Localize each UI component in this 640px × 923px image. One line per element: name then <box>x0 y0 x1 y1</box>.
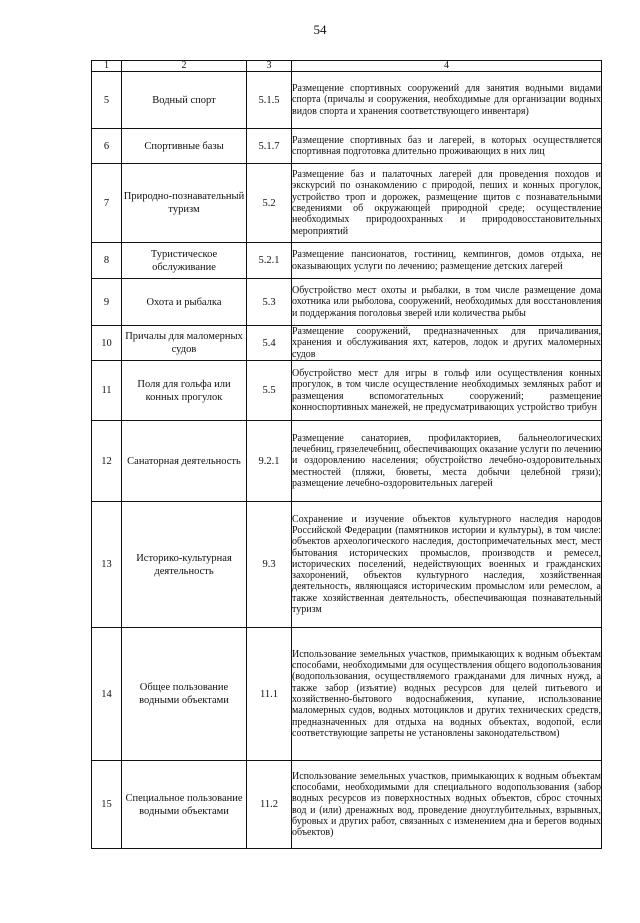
row-name: Спортивные базы <box>122 129 247 164</box>
row-number: 7 <box>92 164 122 243</box>
row-description: Сохранение и изучение объектов культурного наследия народов Российской Федерации (памятников истории и культуры), в том числе: объектов археологического наследия, достопримечательных мест, мест бытования исторических промыслов, производств и ремесел, исторических поселений, недействующих военных и гражданских захоронений, объектов культурного наследия, хозяйственная деятельность, являющаяся историческим промыслом или ремеслом, а также хозяйственная деятельность, обеспечивающая познавательный туризм <box>292 502 602 628</box>
header-row <box>92 61 602 72</box>
table-row <box>92 326 602 361</box>
row-name: Общее пользование водными объектами <box>122 628 247 761</box>
table-row <box>92 421 602 502</box>
row-name: Специальное пользование водными объектами <box>122 761 247 849</box>
row-description: Использование земельных участков, примыкающих к водным объектам способами, необходимыми для осуществления общего водопользования (водопользования, осуществляемого гражданами для личных нужд, а также забор (изъятие) водных ресурсов для целей питьевого и хозяйственно-бытового водоснабжения, купание, использование маломерных судов, водных мотоциклов и других технических средств, предназначенных для отдыха на водных объектах, водопой, если соответствующие запреты не установлены законодательством) <box>292 628 602 761</box>
row-name: Причалы для маломерных судов <box>122 326 247 361</box>
table-row <box>92 761 602 849</box>
table-row <box>92 628 602 761</box>
row-code: 5.1.5 <box>247 72 292 129</box>
row-code: 9.3 <box>247 502 292 628</box>
table-row <box>92 361 602 421</box>
row-name: Историко-культурная деятельность <box>122 502 247 628</box>
row-code: 11.2 <box>247 761 292 849</box>
row-description: Размещение баз и палаточных лагерей для проведения походов и экскурсий по ознакомлению с природой, пеших и конных прогулок, устройство троп и дорожек, размещение щитов с познавательными сведениями об окружающей природной среде; осуществление необходимых природоохранных и природовосстановительных мероприятий <box>292 164 602 243</box>
row-number: 6 <box>92 129 122 164</box>
row-number: 13 <box>92 502 122 628</box>
row-code: 5.5 <box>247 361 292 421</box>
row-code: 5.1.7 <box>247 129 292 164</box>
table-row <box>92 279 602 326</box>
header-col-4: 4 <box>292 61 602 72</box>
table-row <box>92 72 602 129</box>
row-name: Природно-познавательный туризм <box>122 164 247 243</box>
row-number: 12 <box>92 421 122 502</box>
table-row <box>92 129 602 164</box>
row-name: Поля для гольфа или конных прогулок <box>122 361 247 421</box>
row-code: 9.2.1 <box>247 421 292 502</box>
row-name: Водный спорт <box>122 72 247 129</box>
header-col-1: 1 <box>92 61 122 72</box>
row-number: 10 <box>92 326 122 361</box>
row-description: Использование земельных участков, примыкающих к водным объектам способами, необходимыми для специального водопользования (забор водных ресурсов из поверхностных водных объектов, сброс сточных вод и (или) дренажных вод, проведение дноуглубительных, взрывных, буровых и других работ, связанных с изменением дна и берегов водных объектов) <box>292 761 602 849</box>
row-code: 5.2.1 <box>247 243 292 279</box>
row-name: Охота и рыбалка <box>122 279 247 326</box>
row-number: 8 <box>92 243 122 279</box>
row-description: Размещение пансионатов, гостиниц, кемпингов, домов отдыха, не оказывающих услуги по лечению; размещение детских лагерей <box>292 243 602 279</box>
row-number: 15 <box>92 761 122 849</box>
row-description: Размещение спортивных баз и лагерей, в которых осуществляется спортивная подготовка длительно проживающих в них лиц <box>292 129 602 164</box>
table-row <box>92 243 602 279</box>
table-row <box>92 502 602 628</box>
row-code: 11.1 <box>247 628 292 761</box>
row-number: 9 <box>92 279 122 326</box>
header-col-3: 3 <box>247 61 292 72</box>
row-name: Туристическое обслуживание <box>122 243 247 279</box>
row-code: 5.4 <box>247 326 292 361</box>
row-description: Размещение спортивных сооружений для занятия водными видами спорта (причалы и сооружения, необходимые для организации водных видов спорта и хранения соответствующего инвентаря) <box>292 72 602 129</box>
row-description: Обустройство мест охоты и рыбалки, в том числе размещение дома охотника или рыболова, сооружений, необходимых для восстановления и поддержания поголовья зверей или количества рыбы <box>292 279 602 326</box>
row-code: 5.3 <box>247 279 292 326</box>
row-number: 5 <box>92 72 122 129</box>
table-row <box>92 164 602 243</box>
row-name: Санаторная деятельность <box>122 421 247 502</box>
land-use-table <box>91 60 602 849</box>
row-code: 5.2 <box>247 164 292 243</box>
row-number: 14 <box>92 628 122 761</box>
header-col-2: 2 <box>122 61 247 72</box>
row-description: Размещение санаториев, профилакториев, бальнеологических лечебниц, грязелечебниц, обеспечивающих оказание услуги по лечению и оздоровлению населения; обустройство лечебно-оздоровительных местностей (пляжи, бюветы, места добычи целебной грязи); размещение лечебно-оздоровительных лагерей <box>292 421 602 502</box>
page-number: 54 <box>313 22 327 37</box>
row-number: 11 <box>92 361 122 421</box>
row-description: Размещение сооружений, предназначенных для причаливания, хранения и обслуживания яхт, катеров, лодок и других маломерных судов <box>292 326 601 360</box>
row-description: Обустройство мест для игры в гольф или осуществления конных прогулок, в том числе осуществление необходимых земляных работ и размещения вспомогательных сооружений; размещение конноспортивных манежей, не предусматривающих устройство трибун <box>292 361 602 421</box>
